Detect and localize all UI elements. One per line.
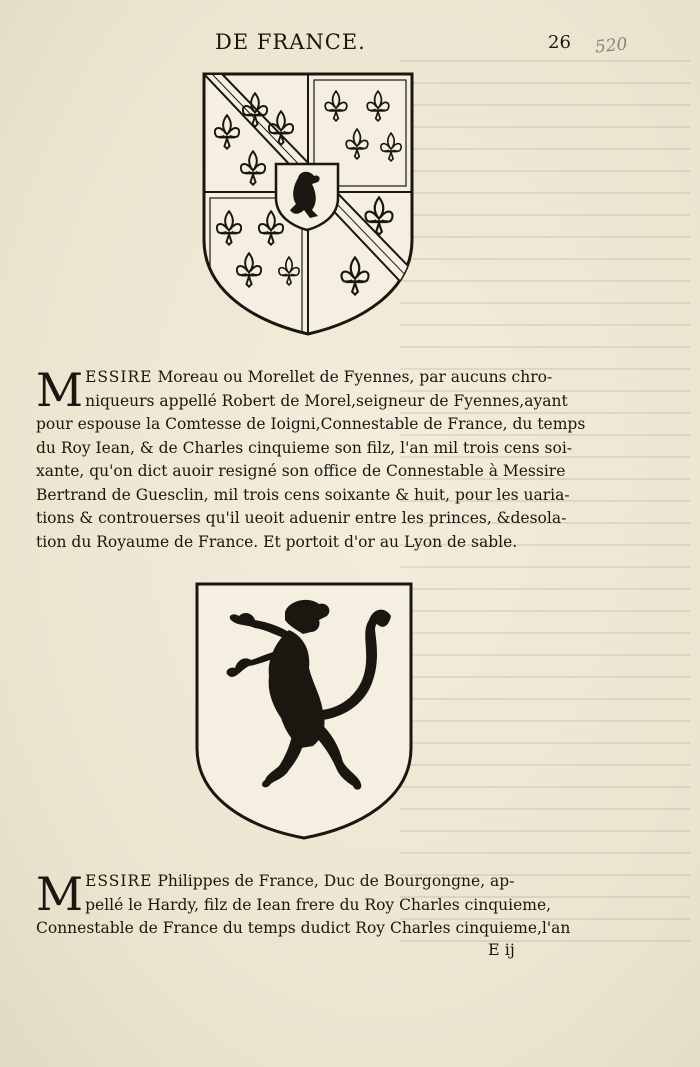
text-line: niqueurs appellé Robert de Morel,seigneur de Fyennes,ayant xyxy=(85,391,568,410)
lead-word: ESSIRE xyxy=(85,872,153,890)
drop-cap: M xyxy=(36,363,84,417)
running-head: DE FRANCE. xyxy=(215,30,366,54)
text-line: tion du Royaume de France. Et portoit d'or au Lyon de sable. xyxy=(36,532,518,551)
handwritten-note: 520 xyxy=(594,34,629,58)
text-line: Philippes de France, Duc de Bourgongne, ap- xyxy=(157,872,515,890)
text-line: Moreau ou Morellet de Fyennes, par aucuns chro- xyxy=(157,368,553,386)
text-line: xante, qu'on dict auoir resigné son office de Connestable à Messire xyxy=(36,462,566,480)
entry-moreau-de-fyennes xyxy=(36,363,636,554)
text-line: tions & controuerses qu'il ueoit aduenir entre les princes, &desola- xyxy=(36,509,567,527)
text-line: pour espouse la Comtesse de Ioigni,Connestable de France, du temps xyxy=(36,415,586,433)
text-line: du Roy Iean, & de Charles cinquieme son filz, l'an mil trois cens soi- xyxy=(36,438,573,457)
drop-cap: M xyxy=(36,867,84,921)
entry-philippes-de-france xyxy=(36,867,636,941)
text-line: pellé le Hardy, filz de Iean frere du Roy Charles cinquieme, xyxy=(85,895,552,914)
page-number: 26 xyxy=(548,32,571,53)
signature-mark: E ij xyxy=(488,940,515,959)
text-line: Bertrand de Guesclin, mil trois cens soixante & huit, pour les uaria- xyxy=(36,485,570,504)
lead-word: ESSIRE xyxy=(85,368,153,386)
coat-of-arms-lion-rampant xyxy=(193,580,415,842)
coat-of-arms-fleurs-de-lis xyxy=(200,70,416,338)
text-line: Connestable de France du temps dudict Roy Charles cinquieme,l'an xyxy=(36,919,571,937)
